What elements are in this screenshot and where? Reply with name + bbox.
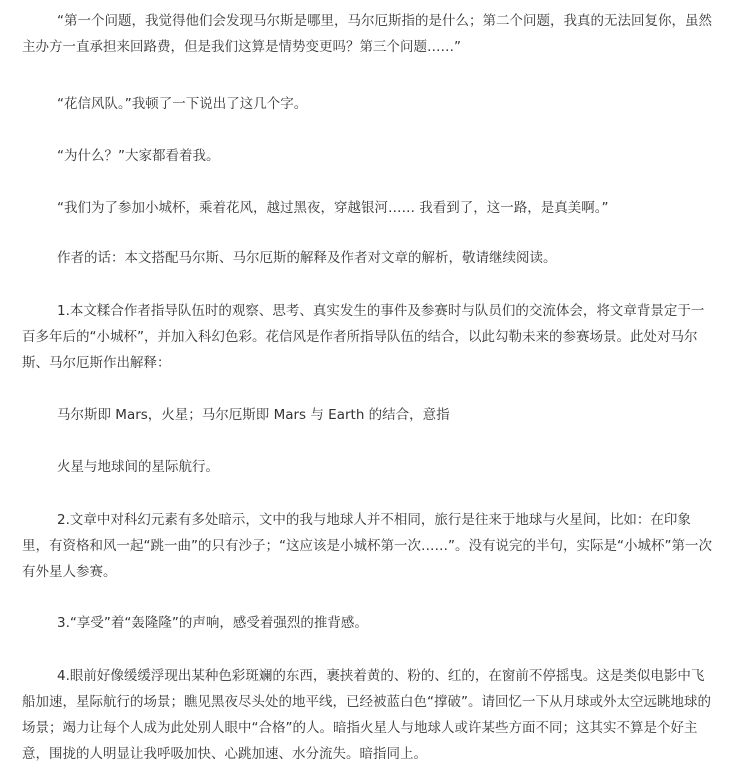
paragraph-team-name: “花信风队。”我顿了一下说出了这几个字。 [57,96,308,112]
paragraph-author-note: 作者的话：本文搭配马尔斯、马尔厄斯的解释及作者对文章的解析，敬请继续阅读。 [57,250,557,266]
paragraph-first-question: “第一个问题，我觉得他们会发现马尔斯是哪里，马尔厄斯指的是什么；第二个问题，我真的无法回复你，虽然主办方一直承担来回路费，但是我们这算是情势变更吗？第三个问题……” [22,13,712,55]
paragraph-interstellar: 火星与地球间的星际航行。 [57,459,219,475]
paragraph-mars-definition: 马尔斯即 Mars，火星；马尔厄斯即 Mars 与 Earth 的结合，意指 [57,407,450,423]
paragraph-point-1: 1.本文糅合作者指导队伍时的观察、思考、真实发生的事件及参赛时与队员们的交流体会，将文章背景定于一百多年后的“小城杯”，并加入科幻色彩。花信风是作者所指导队伍的结合，以此勾勒未来的参赛场景。此处对马尔斯、马尔厄斯作出解释： [22,303,705,371]
paragraph-point-2: 2.文章中对科幻元素有多处暗示，文中的我与地球人并不相同，旅行是往来于地球与火星间，比如：在印象里，有资格和风一起“跳一曲”的只有沙子；“这应该是小城杯第一次……”。没有说完的半句，实际是“小城杯”第一次有外星人参赛。 [22,512,712,580]
paragraph-journey: “我们为了参加小城杯，乘着花风，越过黑夜，穿越银河…… 我看到了，这一路，是真美啊。” [57,200,609,216]
paragraph-point-3: 3.“享受”着“轰隆隆”的声响，感受着强烈的推背感。 [57,615,368,631]
paragraph-point-4: 4.眼前好像缓缓浮现出某种色彩斑斓的东西，裹挟着黄的、粉的、红的，在窗前不停摇曳。这是类似电影中飞船加速，星际航行的场景；瞧见黑夜尽头处的地平线，已经被蓝白色“撑破”。请回忆一下从月球或外太空远眺地球的场景；竭力让每个人成为此处别人眼中“合格”的人。暗指火星人与地球人或许某些方面不同；这其实不算是个好主意，围拢的人明显让我呼吸加快、心跳加速、水分流失。暗指同上。 [22,668,711,762]
paragraph-why: “为什么？”大家都看着我。 [57,148,220,164]
